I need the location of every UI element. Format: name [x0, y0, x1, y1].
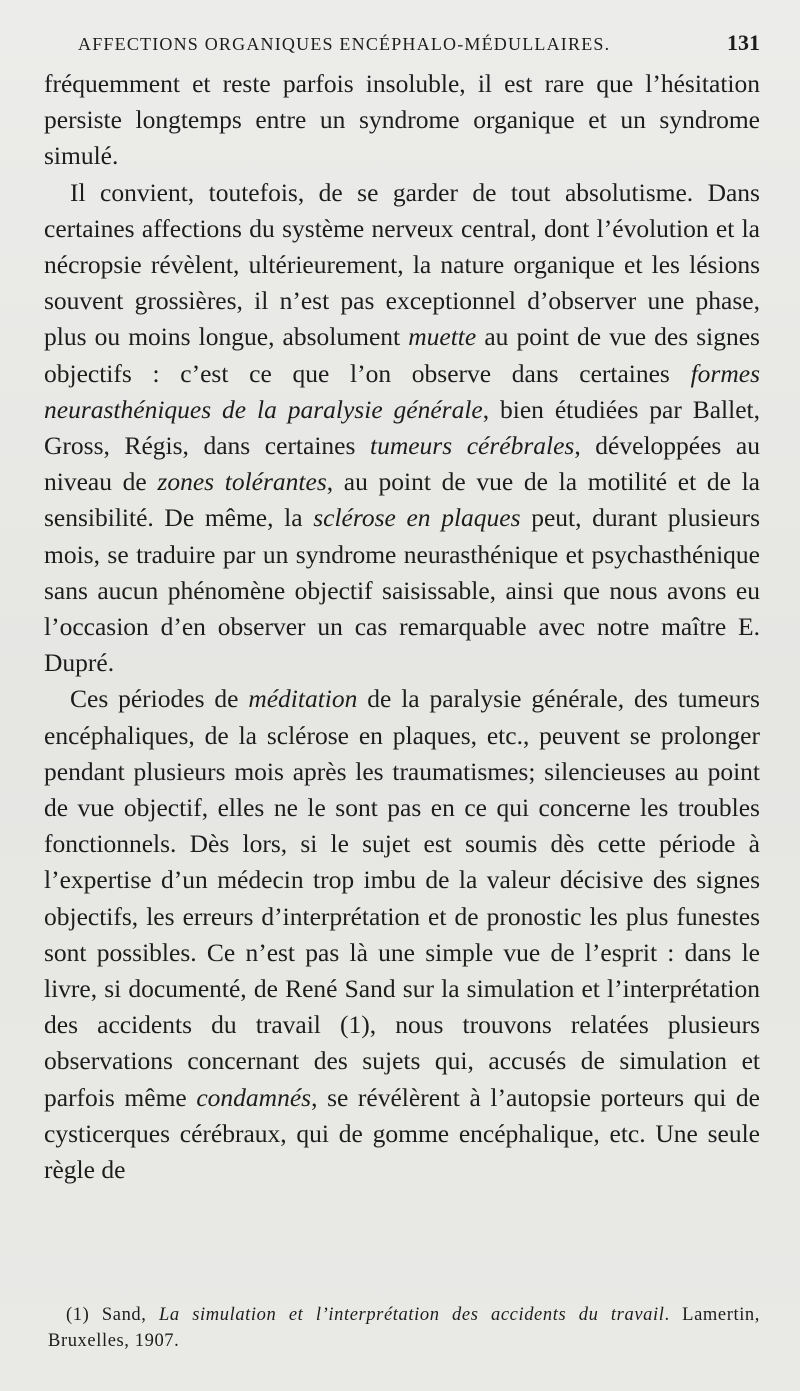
text-segment: , développées au niveau de: [44, 431, 760, 497]
text-segment: , se révélèrent à l’autopsie porteurs qui de cysticerques cérébraux, qui de gomme encéphalique, etc. Une seule règle de: [44, 1082, 760, 1185]
text-segment: peut, durant plusieurs mois, se traduire par un syndrome neurasthénique et psychasthénique sans aucun phénomène objectif saisissable, ainsi que nous avons eu l’occasion d’en observer un cas remarquable avec notre maître E. Dupré.: [44, 503, 761, 678]
running-title: AFFECTIONS ORGANIQUES ENCÉPHALO-MÉDULLAIRES.: [78, 34, 611, 54]
paragraph: [44, 175, 760, 682]
italic-segment: muette: [408, 322, 477, 352]
paragraph: [44, 681, 760, 1188]
footnote: [48, 1302, 760, 1354]
italic-segment: formes neurasthéniques de la paralysie générale: [44, 358, 760, 424]
italic-segment: condamnés: [196, 1082, 312, 1112]
italic-segment: zones tolérantes: [157, 467, 327, 497]
text-segment: Il convient, toutefois, de se garder de tout absolutisme. Dans certaines affections du système nerveux central, dont l’évolution et la nécropsie révèlent, ultérieurement, la nature organique et les lésions souvent grossières, il n’est pas exceptionnel d’observer une phase, plus ou moins longue, absolument: [44, 177, 760, 352]
text-segment: , au point de vue de la motilité et de la sensibilité. De même, la: [44, 467, 760, 533]
text-segment: fréquemment et reste parfois insoluble, il est rare que l’hésitation persiste longtemps entre un syndrome organique et un syndrome simulé.: [44, 69, 760, 171]
text-segment: de la paralysie générale, des tumeurs encéphaliques, de la sclérose en plaques, etc., peuvent se prolonger pendant plusieurs mois après les traumatismes; silencieuses au point de vue objectif, elles ne le sont pas en ce qui concerne les troubles fonctionnels. Dès lors, si le sujet est soumis dès cette période à l’expertise d’un médecin trop imbu de la valeur décisive des signes objectifs, les erreurs d’interprétation et de pronostic les plus funestes sont possibles. Ce n’est pas là une simple vue de l’esprit : dans le livre, si documenté, de René Sand sur la simulation et l’interprétation des accidents du travail (1), nous trouvons relatées plusieurs observations concernant des sujets qui, accusés de simulation et parfois même: [44, 684, 760, 1112]
footnote-number: (1): [66, 1305, 90, 1325]
footnote-title: La simulation et l’interprétation des accidents du travail: [159, 1305, 665, 1325]
running-header: [44, 30, 760, 56]
body-text: [44, 66, 760, 1188]
text-segment: au point de vue des signes objectifs : c’est ce que l’on observe dans certaines: [44, 322, 760, 388]
paragraph: [44, 66, 760, 175]
page-number: 131: [727, 30, 760, 55]
italic-segment: tumeurs cérébrales: [369, 431, 575, 461]
italic-segment: sclérose en plaques: [313, 503, 521, 533]
text-segment: Ces périodes de: [70, 684, 249, 714]
italic-segment: méditation: [248, 684, 358, 714]
text-segment: , bien étudiées par Ballet, Gross, Régis, dans certaines: [44, 394, 760, 461]
footnote-publisher: . Lamertin, Bruxelles, 1907.: [48, 1305, 761, 1351]
footnote-author: Sand,: [101, 1305, 147, 1325]
